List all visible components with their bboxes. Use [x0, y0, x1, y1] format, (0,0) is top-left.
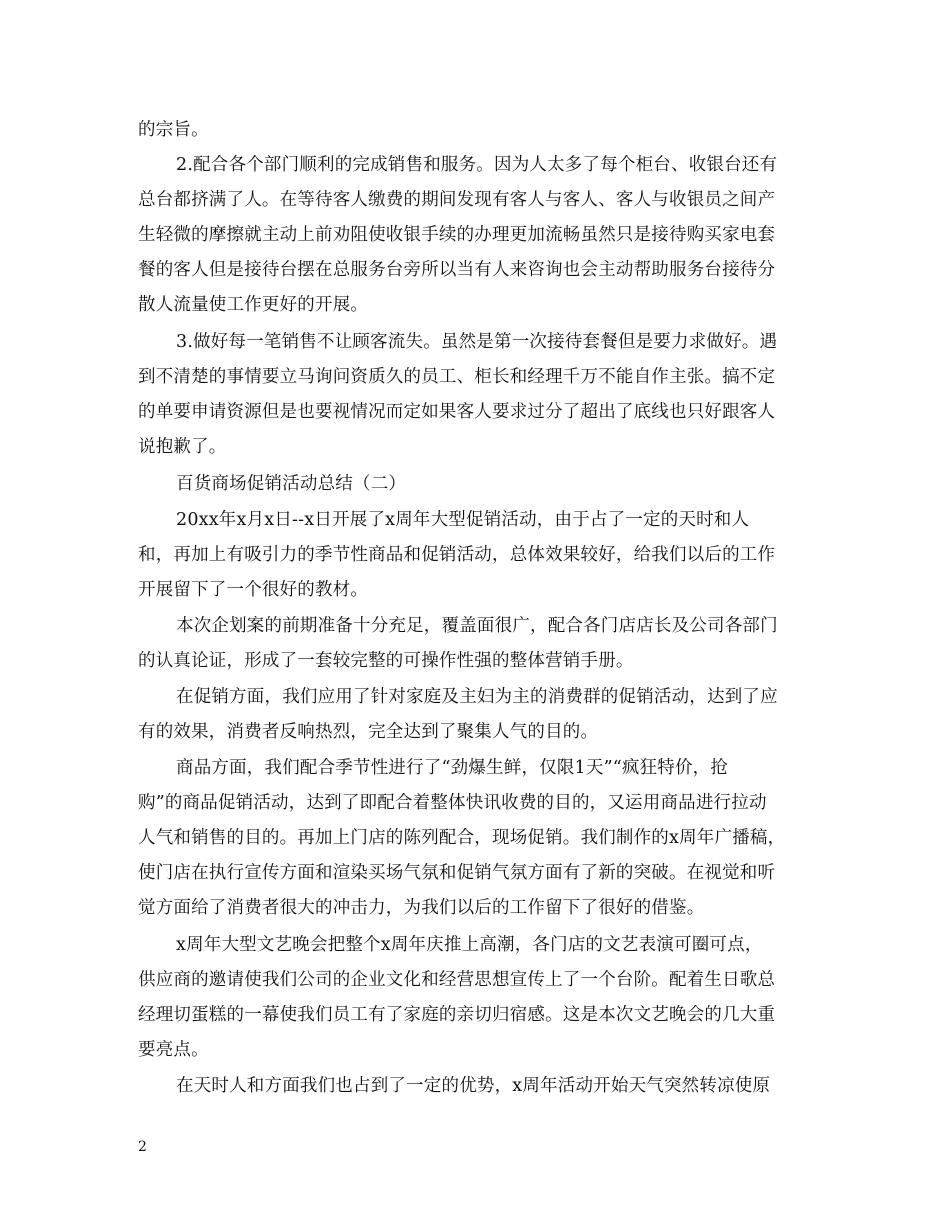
text-line: 说抱歉了。 [138, 437, 227, 457]
text-line: 和，再加上有吸引力的季节性商品和促销活动，总体效果较好，给我们以后的工作 [138, 545, 776, 565]
text-line: 总台都挤满了人。在等待客人缴费的期间发现有客人与客人、客人与收银员之间产 [138, 190, 776, 210]
text-line: 开展留下了一个很好的教材。 [138, 580, 369, 600]
text-line: 购”的商品促销活动，达到了即配合着整体快讯收费的目的，又运用商品进行拉动 [138, 793, 767, 813]
text-line: 有的效果，消费者反响热烈，完全达到了聚集人气的目的。 [138, 722, 599, 742]
text-line: 商品方面，我们配合季节性进行了“劲爆生鲜，仅限1天”“疯狂特价，抢 [176, 758, 729, 778]
text-line: x周年大型文艺晚会把整个x周年庆推上高潮，各门店的文艺表演可圈可点， [176, 935, 763, 955]
text-line: 生轻微的摩擦就主动上前劝阻使收银手续的办理更加流畅虽然只是接待购买家电套 [138, 225, 776, 245]
text-line: 使门店在执行宣传方面和渲染买场气氛和促销气氛方面有了新的突破。在视觉和听 [138, 863, 776, 883]
section-title: 百货商场促销活动总结（二） [176, 474, 407, 494]
text-line: 要亮点。 [138, 1040, 209, 1060]
text-line: 在天时人和方面我们也占到了一定的优势，x周年活动开始天气突然转凉使原 [176, 1076, 771, 1096]
text-line: 供应商的邀请使我们公司的企业文化和经营思想宣传上了一个台阶。配着生日歌总 [138, 970, 776, 990]
text-line: 的认真论证，形成了一套较完整的可操作性强的整体营销手册。 [138, 651, 634, 671]
text-line: 人气和销售的目的。再加上门店的陈列配合，现场促销。我们制作的x周年广播稿， [138, 828, 786, 848]
page-number: 2 [138, 1139, 147, 1155]
text-line: 觉方面给了消费者很大的冲击力，为我们以后的工作留下了很好的借鉴。 [138, 898, 705, 918]
text-line: 20xx年x月x日--x日开展了x周年大型促销活动，由于占了一定的天时和人 [176, 510, 750, 530]
text-line: 2.配合各个部门顺利的完成销售和服务。因为人太多了每个柜台、收银台还有 [176, 155, 778, 175]
text-line: 在促销方面，我们应用了针对家庭及主妇为主的消费群的促销活动，达到了应 [176, 687, 778, 707]
text-line: 餐的客人但是接待台摆在总服务台旁所以当有人来咨询也会主动帮助服务台接待分 [138, 260, 776, 280]
text-line: 本次企划案的前期准备十分充足，覆盖面很广，配合各门店店长及公司各部门 [176, 616, 778, 636]
text-line: 到不清楚的事情要立马询问资质久的员工、柜长和经理千万不能自作主张。搞不定 [138, 367, 776, 387]
text-line: 3.做好每一笔销售不让顾客流失。虽然是第一次接待套餐但是要力求做好。遇 [176, 332, 778, 352]
text-line: 的宗旨。 [138, 120, 209, 140]
text-line: 的单要申请资源但是也要视情况而定如果客人要求过分了超出了底线也只好跟客人 [138, 402, 776, 422]
text-line: 经理切蛋糕的一幕使我们员工有了家庭的亲切归宿感。这是本次文艺晚会的几大重 [138, 1005, 776, 1025]
text-line: 散人流量使工作更好的开展。 [138, 295, 369, 315]
